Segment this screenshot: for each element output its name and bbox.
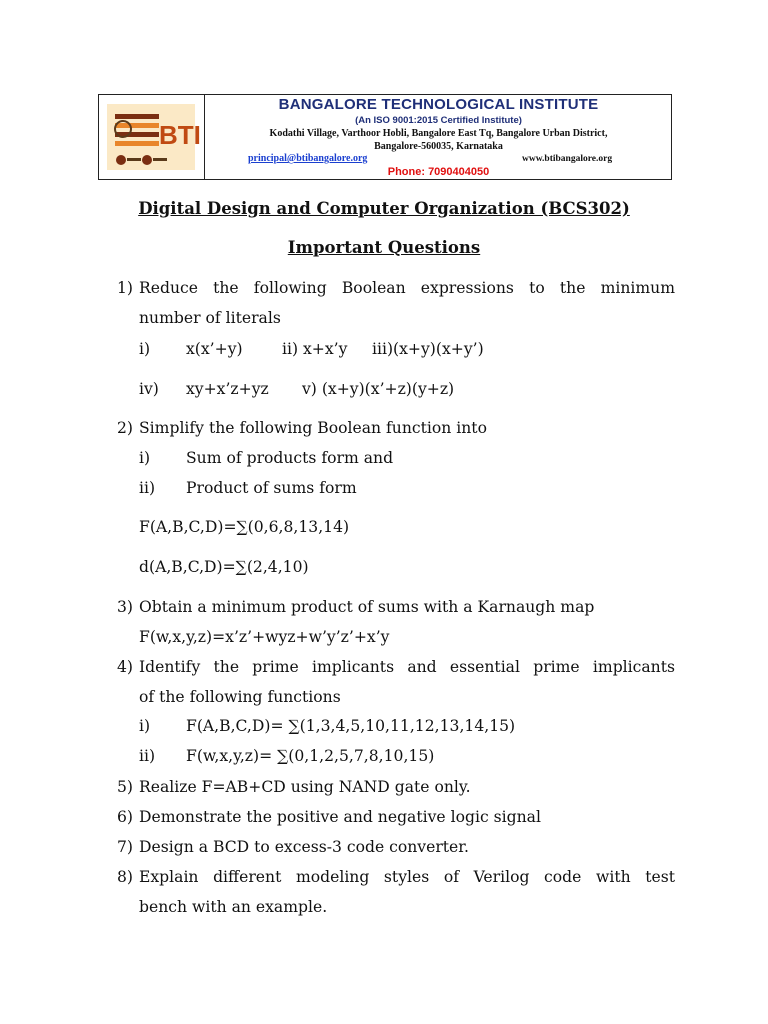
question-number-6: 6): [117, 808, 134, 826]
question-1-item-iv: xy+x’z+yz: [186, 380, 269, 398]
sub-item-number: i): [139, 449, 151, 467]
question-number-8: 8): [117, 868, 134, 886]
question-3-function: F(w,x,y,z)=x’z’+wyz+w’y’z’+x’y: [139, 628, 390, 646]
question-4-item-i: F(A,B,C,D)= ∑(1,3,4,5,10,11,12,13,14,15): [186, 717, 516, 735]
question-2-function: F(A,B,C,D)=∑(0,6,8,13,14): [139, 518, 350, 536]
question-number-3: 3): [117, 598, 134, 616]
question-8-line-1: Explain different modeling styles of Verilog code with test: [139, 868, 675, 886]
question-4-line-2: of the following functions: [139, 688, 341, 706]
question-number-4: 4): [117, 658, 134, 676]
email-link[interactable]: principal@btibangalore.org: [248, 153, 368, 164]
sub-item-number: ii): [139, 747, 156, 765]
institute-header: [98, 94, 672, 180]
question-1-line-1: Reduce the following Boolean expressions to the minimum: [139, 279, 675, 297]
institute-logo: [107, 104, 201, 170]
question-4-line-1: Identify the prime implicants and essential prime implicants: [139, 658, 675, 676]
question-6-text: Demonstrate the positive and negative logic signal: [139, 808, 541, 826]
question-2-item-ii: Product of sums form: [186, 479, 357, 497]
question-1-item-v: v) (x+y)(x’+z)(y+z): [302, 380, 455, 398]
sub-item-number: i): [139, 340, 151, 358]
question-2-dont-care: d(A,B,C,D)=∑(2,4,10): [139, 558, 309, 576]
question-4-item-ii: F(w,x,y,z)= ∑(0,1,2,5,7,8,10,15): [186, 747, 435, 765]
header-text: [206, 95, 671, 179]
address-line-1: Kodathi Village, Varthoor Hobli, Bangalore East Tq, Bangalore Urban District,: [269, 128, 608, 139]
question-2-text: Simplify the following Boolean function into: [139, 419, 487, 437]
question-7-text: Design a BCD to excess-3 code converter.: [139, 838, 469, 856]
question-1-line-2: number of literals: [139, 309, 281, 327]
question-1-item-iii: iii)(x+y)(x+y’): [372, 340, 484, 358]
document-title: Digital Design and Computer Organization (BCS302): [138, 199, 630, 218]
question-1-item-ii: ii) x+x’y: [282, 340, 348, 358]
question-number-5: 5): [117, 778, 134, 796]
logo-lettering: BTI: [159, 120, 201, 150]
iso-line: (An ISO 9001:2015 Certified Institute): [355, 115, 522, 126]
document-subtitle: Important Questions: [287, 238, 481, 257]
sub-item-number: ii): [139, 479, 156, 497]
institute-name: BANGALORE TECHNOLOGICAL INSTITUTE: [278, 96, 599, 113]
question-number-2: 2): [117, 419, 134, 437]
website-text: www.btibangalore.org: [522, 154, 613, 164]
address-line-2: Bangalore-560035, Karnataka: [374, 141, 503, 152]
question-number-1: 1): [117, 279, 134, 297]
logo-cell: [99, 95, 205, 179]
question-3-text: Obtain a minimum product of sums with a Karnaugh map: [139, 598, 595, 616]
question-2-item-i: Sum of products form and: [186, 449, 394, 467]
question-5-text: Realize F=AB+CD using NAND gate only.: [139, 778, 471, 796]
question-1-item-i: x(x’+y): [186, 340, 243, 358]
question-number-7: 7): [117, 838, 134, 856]
phone-number: Phone: 7090404050: [387, 166, 490, 178]
question-8-line-2: bench with an example.: [139, 898, 328, 916]
sub-item-number: i): [139, 717, 151, 735]
sub-item-number: iv): [139, 380, 159, 398]
